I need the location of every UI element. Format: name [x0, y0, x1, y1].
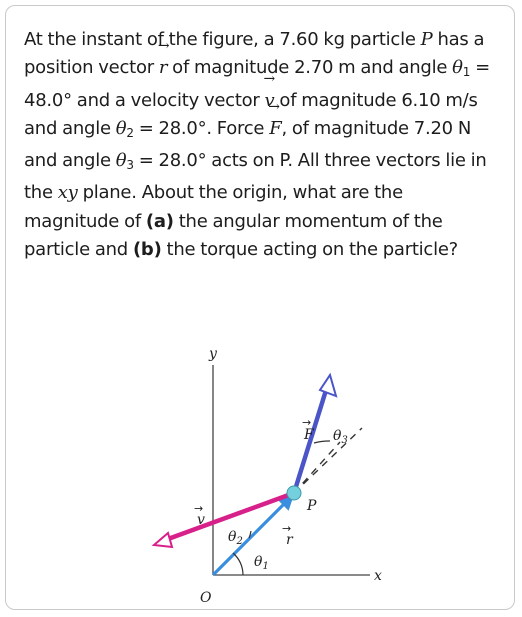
vector-r-label: r [286, 532, 293, 548]
theta1-arc [233, 553, 243, 575]
particle-symbol: P [420, 29, 433, 50]
particle-label: P [307, 498, 317, 514]
vector-F-label: F [304, 427, 314, 443]
origin-label: O [200, 590, 212, 606]
theta2-label: $\theta_2$ [228, 529, 243, 547]
theta3-label: $\theta_3$ [333, 428, 348, 446]
velocity-vector-head [154, 533, 172, 547]
particle-P [287, 486, 301, 500]
vector-v-label: v [197, 512, 205, 528]
part-b-label: (b) [132, 239, 162, 261]
theta3-arc [314, 441, 330, 443]
part-a-label: (a) [145, 210, 174, 232]
x-axis-label: x [374, 568, 382, 584]
force-vector-symbol: → F [269, 115, 281, 143]
force-vector-head [320, 375, 336, 396]
xy-plane-symbol: xy [57, 182, 78, 204]
velocity-vector-symbol: → v [265, 87, 275, 115]
position-vector-symbol: → r [159, 54, 167, 82]
vector-v-arrow-glyph: → [194, 502, 204, 515]
vector-r-arrow-glyph: → [282, 522, 292, 535]
y-axis-label: y [209, 346, 217, 362]
problem-text: At the instant of the figure, a 7.60 kg particle P has a position vector → r of magnitude 2.70 m and angle $\theta_1 = 48.0^\circ$ and a velocity vector → v of magnitude 6.10 m/s and angle $\theta_2 = 28.0^\circ$. Force → F, of magnitude 7.20 N and angle $\theta_3 = 28.0^\circ$ acts on P. All three vectors lie in the xy plane. About the origin, what are the magnitude of (a) the angular momentum of the particle and (b) the torque acting on the particle? [24, 26, 502, 264]
vector-F-arrow-glyph: → [302, 416, 312, 429]
theta1-label: $\theta_1$ [254, 554, 269, 572]
